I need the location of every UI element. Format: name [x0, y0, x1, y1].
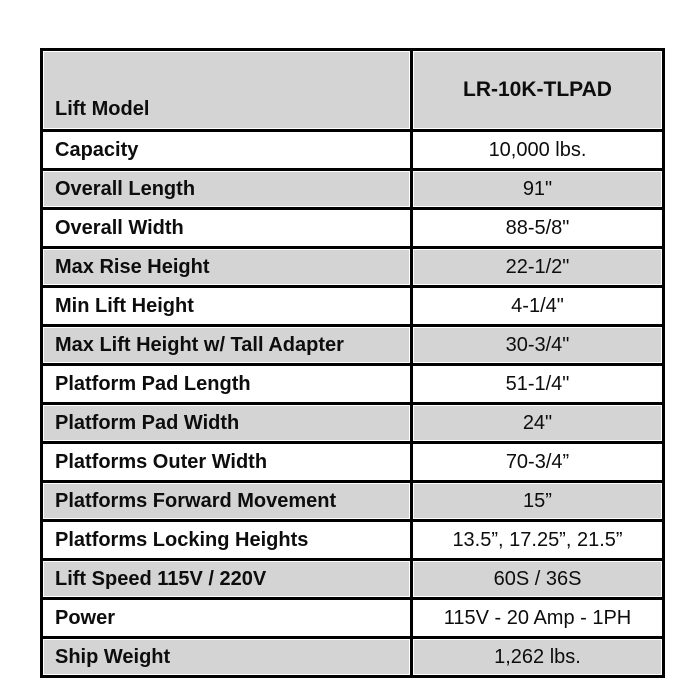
table-row [42, 170, 664, 209]
table-row [42, 404, 664, 443]
spec-value: 115V - 20 Amp - 1PH [412, 599, 664, 638]
table-row [42, 638, 664, 677]
table-row [42, 326, 664, 365]
spec-label: Min Lift Height [42, 287, 412, 326]
spec-label: Platform Pad Width [42, 404, 412, 443]
spec-label: Platforms Locking Heights [42, 521, 412, 560]
spec-value: 88-5/8" [412, 209, 664, 248]
header-model: LR-10K-TLPAD [412, 50, 664, 131]
spec-rows [42, 131, 664, 677]
table-row [42, 482, 664, 521]
spec-label: Ship Weight [42, 638, 412, 677]
spec-label: Platform Pad Length [42, 365, 412, 404]
spec-table [40, 48, 665, 678]
table-row [42, 248, 664, 287]
spec-label: Overall Length [42, 170, 412, 209]
spec-value: 24" [412, 404, 664, 443]
table-row [42, 599, 664, 638]
header-label: Lift Model [42, 50, 412, 131]
spec-label: Max Lift Height w/ Tall Adapter [42, 326, 412, 365]
spec-value: 1,262 lbs. [412, 638, 664, 677]
spec-label: Platforms Outer Width [42, 443, 412, 482]
table-row [42, 131, 664, 170]
spec-label: Capacity [42, 131, 412, 170]
spec-value: 30-3/4" [412, 326, 664, 365]
spec-label: Max Rise Height [42, 248, 412, 287]
spec-label: Lift Speed 115V / 220V [42, 560, 412, 599]
spec-value: 91" [412, 170, 664, 209]
table-row [42, 209, 664, 248]
spec-value: 22-1/2" [412, 248, 664, 287]
spec-value: 51-1/4" [412, 365, 664, 404]
spec-label: Platforms Forward Movement [42, 482, 412, 521]
table-row [42, 560, 664, 599]
header-row [42, 50, 664, 131]
spec-label: Overall Width [42, 209, 412, 248]
spec-value: 60S / 36S [412, 560, 664, 599]
spec-value: 10,000 lbs. [412, 131, 664, 170]
table-row [42, 443, 664, 482]
spec-value: 15” [412, 482, 664, 521]
spec-value: 70-3/4” [412, 443, 664, 482]
spec-value: 13.5”, 17.25”, 21.5” [412, 521, 664, 560]
table-row [42, 521, 664, 560]
spec-value: 4-1/4" [412, 287, 664, 326]
spec-label: Power [42, 599, 412, 638]
table-row [42, 365, 664, 404]
table-row [42, 287, 664, 326]
